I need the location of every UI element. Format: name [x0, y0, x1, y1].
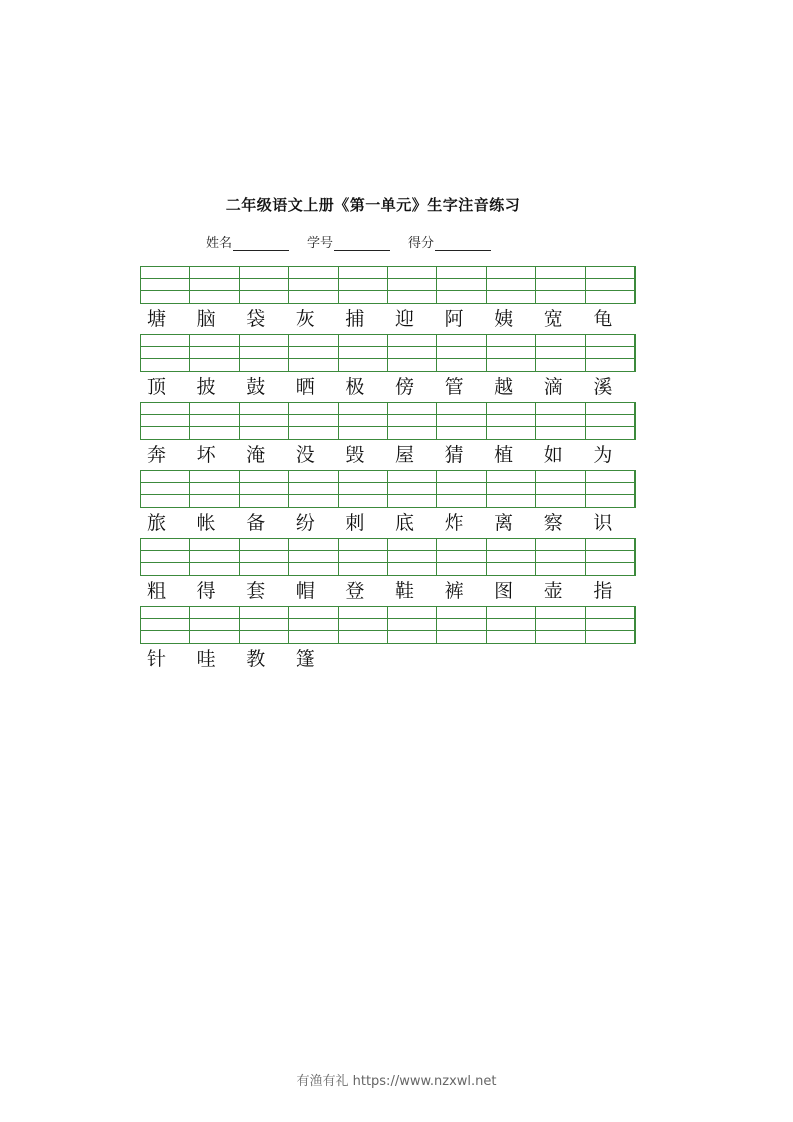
- pinyin-cell[interactable]: [536, 267, 585, 303]
- pinyin-cell[interactable]: [388, 403, 437, 439]
- pinyin-cell[interactable]: [586, 403, 635, 439]
- grid-guide-line: [141, 426, 635, 427]
- pinyin-cell[interactable]: [437, 607, 486, 643]
- student-id-field[interactable]: [307, 232, 390, 251]
- pinyin-cell[interactable]: [240, 335, 289, 371]
- chinese-character: 离: [494, 512, 514, 534]
- pinyin-cell[interactable]: [141, 607, 190, 643]
- pinyin-cell[interactable]: [190, 539, 239, 575]
- pinyin-cell[interactable]: [586, 267, 635, 303]
- pinyin-cell[interactable]: [141, 403, 190, 439]
- pinyin-cell[interactable]: [141, 267, 190, 303]
- character-row: [140, 440, 636, 470]
- score-label: 得分: [408, 236, 435, 251]
- practice-row: [140, 334, 636, 402]
- chinese-character: 管: [444, 376, 464, 398]
- chinese-character: 旅: [147, 512, 167, 534]
- pinyin-cell[interactable]: [289, 335, 338, 371]
- chinese-character: 哇: [196, 648, 216, 670]
- pinyin-cell[interactable]: [339, 539, 388, 575]
- chinese-character: 溪: [593, 376, 613, 398]
- chinese-character: 帽: [295, 580, 315, 602]
- pinyin-cell[interactable]: [437, 403, 486, 439]
- pinyin-cell[interactable]: [141, 471, 190, 507]
- chinese-character: 坏: [196, 444, 216, 466]
- score-field[interactable]: [408, 232, 491, 251]
- pinyin-cell[interactable]: [289, 403, 338, 439]
- chinese-character: 针: [147, 648, 167, 670]
- chinese-character: 屋: [394, 444, 414, 466]
- pinyin-cell[interactable]: [487, 539, 536, 575]
- chinese-character: 刺: [345, 512, 365, 534]
- pinyin-cell[interactable]: [339, 335, 388, 371]
- pinyin-cell[interactable]: [586, 607, 635, 643]
- grid-guide-line: [141, 494, 635, 495]
- chinese-character: 识: [593, 512, 613, 534]
- pinyin-cell[interactable]: [339, 471, 388, 507]
- chinese-character: 粗: [147, 580, 167, 602]
- pinyin-cell[interactable]: [586, 471, 635, 507]
- pinyin-cell[interactable]: [536, 471, 585, 507]
- pinyin-cell[interactable]: [487, 267, 536, 303]
- pinyin-cell[interactable]: [437, 471, 486, 507]
- grid-guide-line: [141, 290, 635, 291]
- grid-guide-line: [141, 562, 635, 563]
- pinyin-cell[interactable]: [388, 539, 437, 575]
- chinese-character: 滴: [543, 376, 563, 398]
- pinyin-cell[interactable]: [339, 403, 388, 439]
- chinese-character: 袋: [246, 308, 266, 330]
- chinese-character: 捕: [345, 308, 365, 330]
- practice-row: [140, 402, 636, 470]
- grid-guide-line: [141, 618, 635, 619]
- chinese-character: 炸: [444, 512, 464, 534]
- pinyin-cell[interactable]: [240, 267, 289, 303]
- pinyin-writing-grid: [140, 334, 636, 372]
- pinyin-cell[interactable]: [240, 403, 289, 439]
- chinese-character: 淹: [246, 444, 266, 466]
- name-blank[interactable]: [233, 236, 289, 251]
- pinyin-cell[interactable]: [289, 471, 338, 507]
- character-row: [140, 372, 636, 402]
- chinese-character: 纷: [295, 512, 315, 534]
- pinyin-cell[interactable]: [388, 471, 437, 507]
- practice-row: [140, 266, 636, 334]
- chinese-character: 披: [196, 376, 216, 398]
- chinese-character: 如: [543, 444, 563, 466]
- score-blank[interactable]: [435, 236, 491, 251]
- pinyin-writing-grid: [140, 402, 636, 440]
- chinese-character: 毁: [345, 444, 365, 466]
- chinese-character: 篷: [295, 648, 315, 670]
- pinyin-writing-grid: [140, 538, 636, 576]
- pinyin-cell[interactable]: [190, 267, 239, 303]
- chinese-character: 宽: [543, 308, 563, 330]
- pinyin-cell[interactable]: [388, 607, 437, 643]
- pinyin-cell[interactable]: [388, 335, 437, 371]
- grid-guide-line: [141, 550, 635, 551]
- chinese-character: 登: [345, 580, 365, 602]
- chinese-character: 为: [593, 444, 613, 466]
- name-field[interactable]: [206, 232, 289, 251]
- pinyin-cell[interactable]: [289, 539, 338, 575]
- chinese-character: 龟: [593, 308, 613, 330]
- chinese-character: 植: [494, 444, 514, 466]
- chinese-character: 塘: [147, 308, 167, 330]
- pinyin-cell[interactable]: [536, 335, 585, 371]
- pinyin-cell[interactable]: [339, 607, 388, 643]
- chinese-character: 得: [196, 580, 216, 602]
- chinese-character: 极: [345, 376, 365, 398]
- chinese-character: 越: [494, 376, 514, 398]
- chinese-character: 鼓: [246, 376, 266, 398]
- pinyin-cell[interactable]: [536, 403, 585, 439]
- chinese-character: 指: [593, 580, 613, 602]
- chinese-character: 教: [246, 648, 266, 670]
- pinyin-cell[interactable]: [289, 607, 338, 643]
- chinese-character: 晒: [295, 376, 315, 398]
- character-row: [140, 304, 636, 334]
- practice-row: [140, 470, 636, 538]
- student-id-label: 学号: [307, 236, 334, 251]
- chinese-character: 脑: [196, 308, 216, 330]
- character-row: [140, 508, 636, 538]
- chinese-character: 图: [494, 580, 514, 602]
- pinyin-cell[interactable]: [536, 607, 585, 643]
- grid-guide-line: [141, 482, 635, 483]
- pinyin-cell[interactable]: [339, 267, 388, 303]
- pinyin-cell[interactable]: [289, 267, 338, 303]
- pinyin-cell[interactable]: [388, 267, 437, 303]
- pinyin-cell[interactable]: [190, 471, 239, 507]
- name-label: 姓名: [206, 236, 233, 251]
- chinese-character: 鞋: [394, 580, 414, 602]
- chinese-character: 套: [246, 580, 266, 602]
- pinyin-writing-grid: [140, 606, 636, 644]
- chinese-character: 底: [394, 512, 414, 534]
- chinese-character: 帐: [196, 512, 216, 534]
- pinyin-cell[interactable]: [487, 471, 536, 507]
- pinyin-cell[interactable]: [141, 539, 190, 575]
- pinyin-cell[interactable]: [437, 335, 486, 371]
- chinese-character: 迎: [394, 308, 414, 330]
- chinese-character: 察: [543, 512, 563, 534]
- pinyin-cell[interactable]: [190, 607, 239, 643]
- pinyin-cell[interactable]: [141, 335, 190, 371]
- practice-row: [140, 538, 636, 606]
- pinyin-cell[interactable]: [487, 607, 536, 643]
- character-row: [140, 644, 636, 674]
- pinyin-cell[interactable]: [190, 335, 239, 371]
- chinese-character: 顶: [147, 376, 167, 398]
- page-title: 二年级语文上册《第一单元》生字注音练习: [225, 196, 521, 214]
- pinyin-cell[interactable]: [586, 335, 635, 371]
- pinyin-cell[interactable]: [536, 539, 585, 575]
- chinese-character: 灰: [295, 308, 315, 330]
- pinyin-cell[interactable]: [437, 267, 486, 303]
- pinyin-cell[interactable]: [190, 403, 239, 439]
- chinese-character: 阿: [444, 308, 464, 330]
- pinyin-cell[interactable]: [437, 539, 486, 575]
- pinyin-writing-grid: [140, 470, 636, 508]
- pinyin-cell[interactable]: [586, 539, 635, 575]
- chinese-character: 傍: [394, 376, 414, 398]
- footer-watermark: 有渔有礼 https://www.nzxwl.net: [296, 1074, 497, 1089]
- grid-guide-line: [141, 630, 635, 631]
- character-row: [140, 576, 636, 606]
- chinese-character: 壶: [543, 580, 563, 602]
- pinyin-cell[interactable]: [487, 403, 536, 439]
- practice-row: [140, 606, 636, 674]
- grid-guide-line: [141, 346, 635, 347]
- chinese-character: 猜: [444, 444, 464, 466]
- student-id-blank[interactable]: [334, 236, 390, 251]
- chinese-character: 姨: [494, 308, 514, 330]
- pinyin-cell[interactable]: [240, 607, 289, 643]
- pinyin-cell[interactable]: [240, 471, 289, 507]
- chinese-character: 奔: [147, 444, 167, 466]
- pinyin-cell[interactable]: [487, 335, 536, 371]
- grid-guide-line: [141, 358, 635, 359]
- student-info-row: [206, 232, 491, 251]
- grid-guide-line: [141, 414, 635, 415]
- pinyin-writing-grid: [140, 266, 636, 304]
- chinese-character: 没: [295, 444, 315, 466]
- chinese-character: 备: [246, 512, 266, 534]
- grid-guide-line: [141, 278, 635, 279]
- pinyin-cell[interactable]: [240, 539, 289, 575]
- chinese-character: 裤: [444, 580, 464, 602]
